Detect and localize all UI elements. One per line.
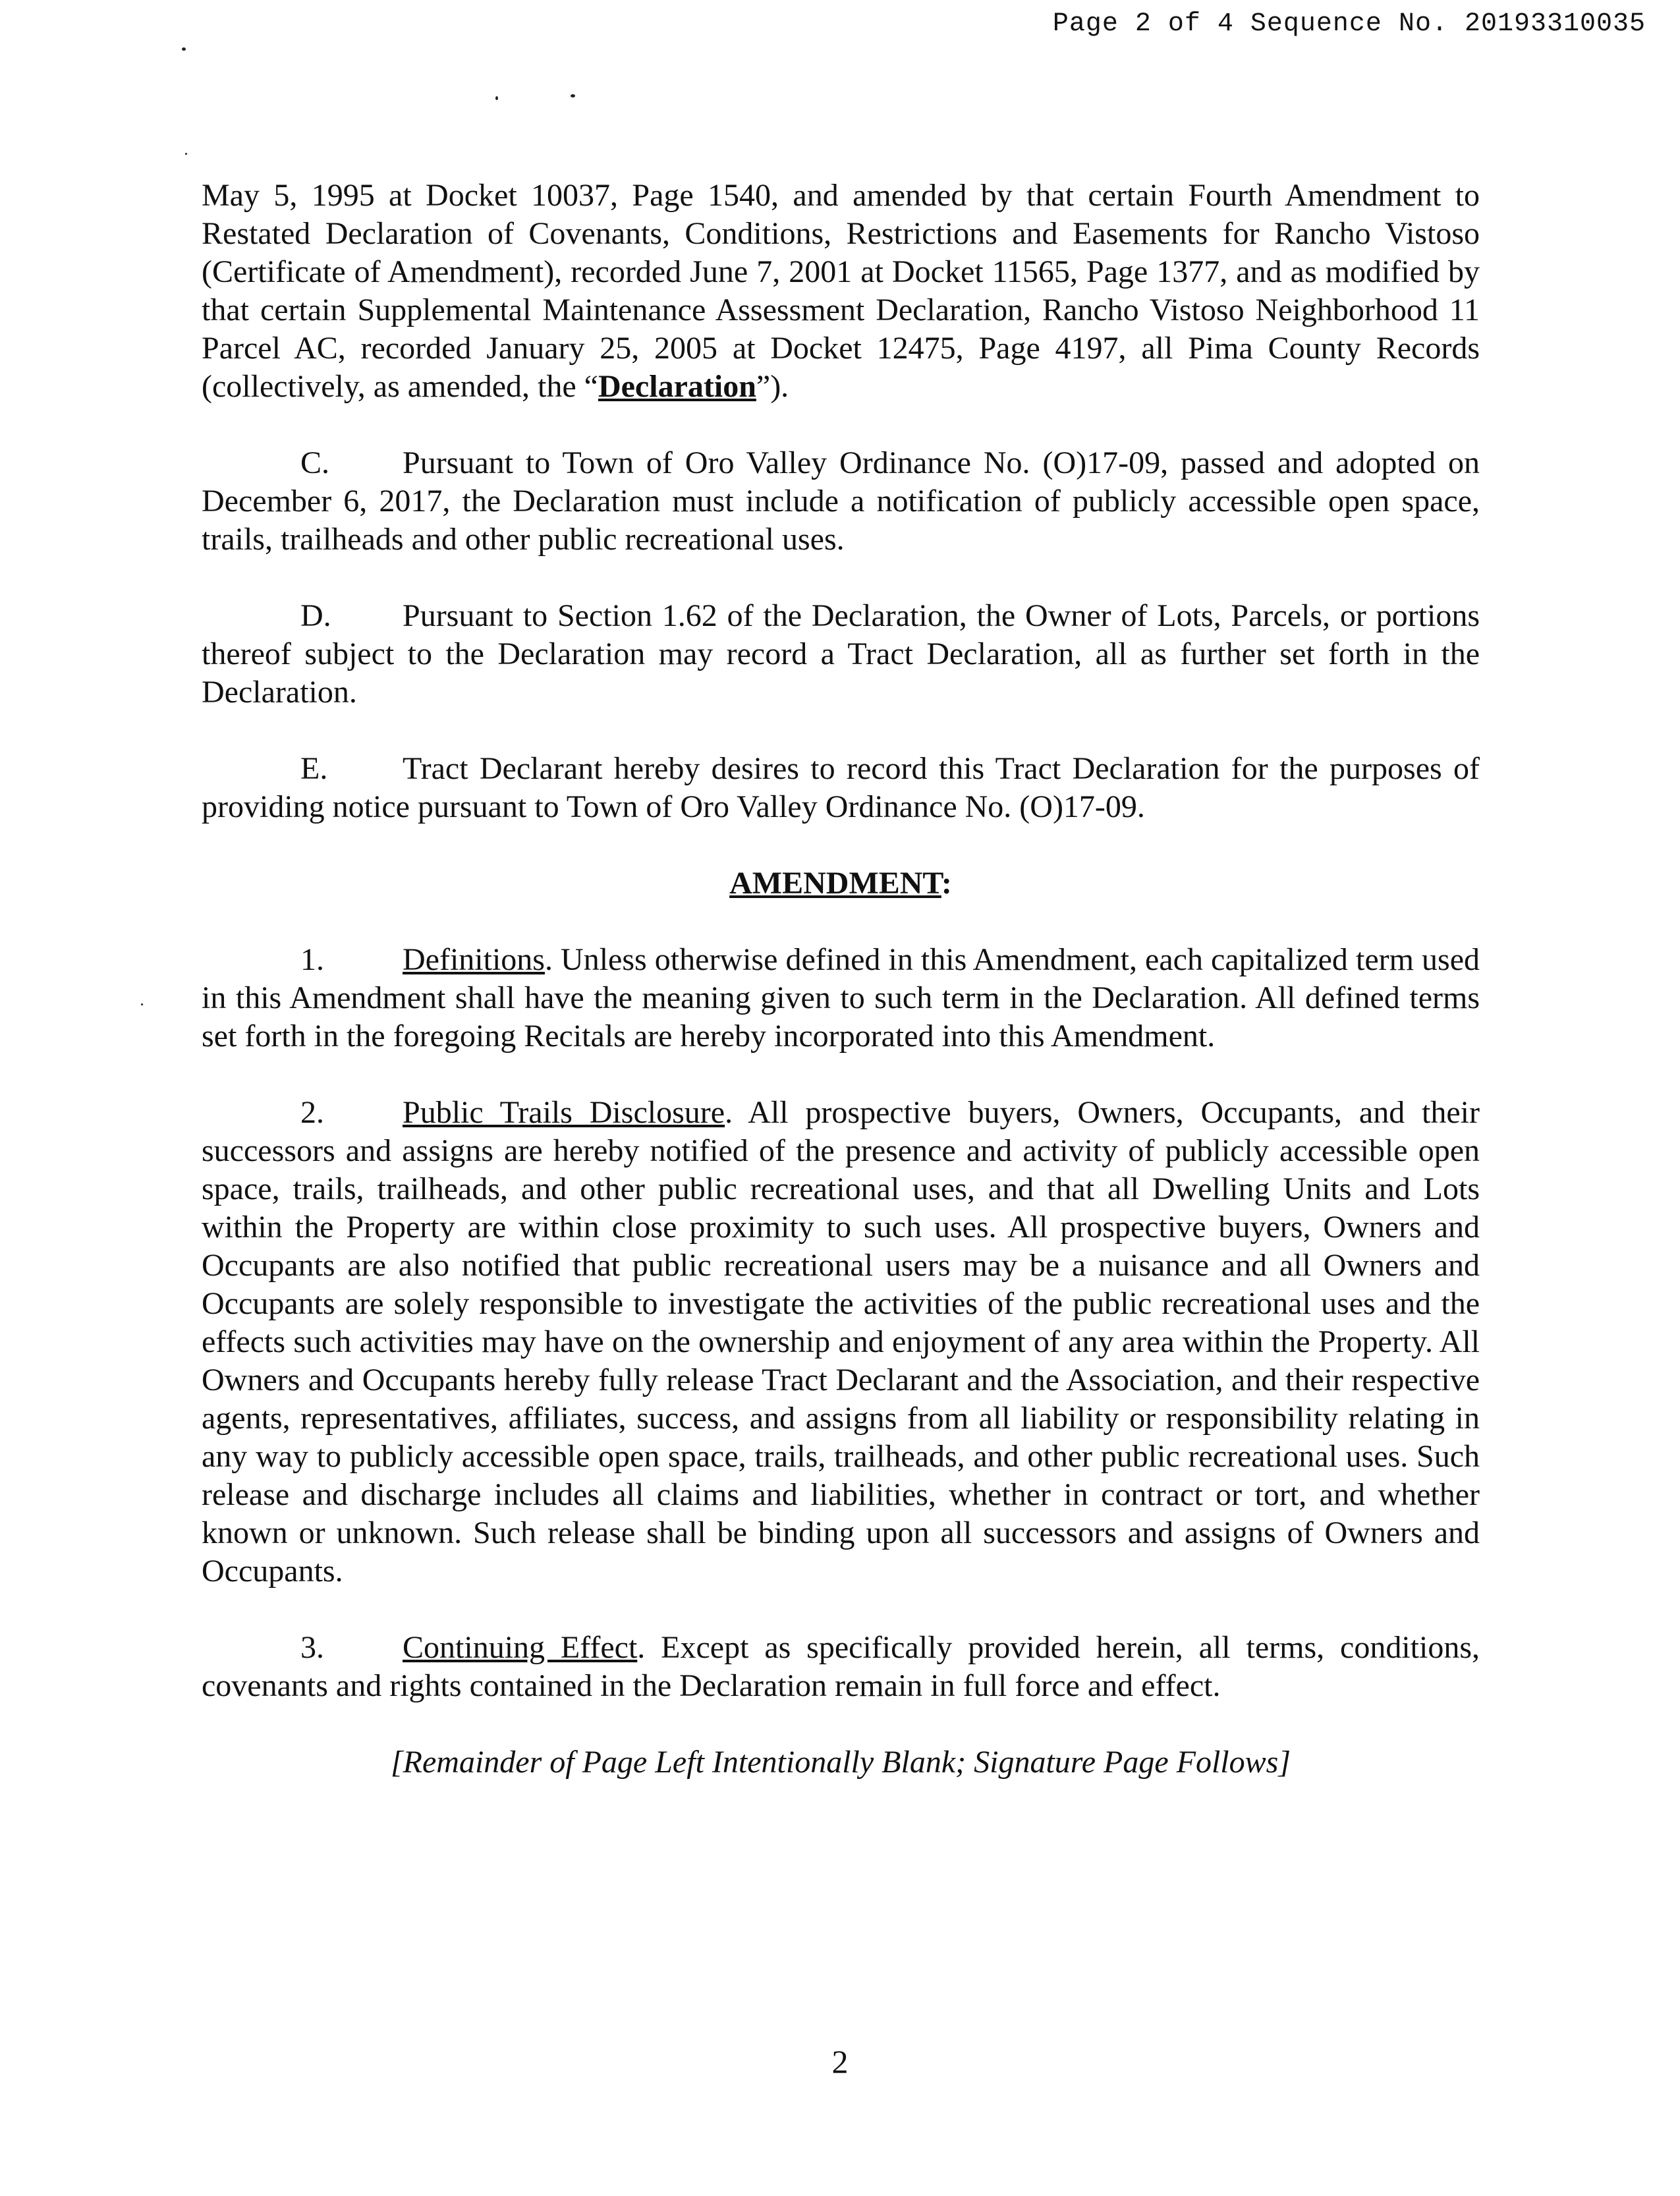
amendment-heading-colon: : <box>941 866 952 901</box>
section-public-trails-disclosure <box>202 1094 1480 1591</box>
scan-speck <box>571 94 575 98</box>
recital-d <box>202 597 1480 712</box>
page-number: 2 <box>831 2043 849 2080</box>
section-title: Definitions <box>403 942 545 977</box>
recital-text: Pursuant to Town of Oro Valley Ordinance No. (O)17-09, passed and adopted on December 6, 2017, the Declaration must include a notification of publicly accessible open space, trails, trailheads and other public recreational uses. <box>202 445 1480 557</box>
section-definitions <box>202 941 1480 1056</box>
page-sequence-header: Page 2 of 4 Sequence No. 20193310035 <box>1052 9 1646 39</box>
section-text: . Except as specifically provided herein, all terms, conditions, covenants and rights contained in the Declaration remain in full force and effect. <box>202 1630 1480 1703</box>
section-text: . Unless otherwise defined in this Amendment, each capitalized term used in this Amendment shall have the meaning given to such term in the Declaration. All defined terms set forth in the foregoing Recitals are hereby incorporated into this Amendment. <box>202 942 1480 1054</box>
section-number: 1. <box>300 942 324 977</box>
recital-c <box>202 444 1480 559</box>
section-title: Public Trails Disclosure <box>403 1095 725 1130</box>
section-number: 3. <box>300 1630 324 1665</box>
recital-continuation-end: ”). <box>756 369 789 404</box>
section-continuing-effect <box>202 1629 1480 1705</box>
recital-text: Tract Declarant hereby desires to record this Tract Declaration for the purposes of providing notice pursuant to Town of Oro Valley Ordinance No. (O)17-09. <box>202 751 1480 824</box>
section-title: Continuing Effect <box>403 1630 638 1665</box>
declaration-defined-term: Declaration <box>598 369 756 404</box>
scan-speck <box>182 47 186 51</box>
recital-continuation-text: May 5, 1995 at Docket 10037, Page 1540, and amended by that certain Fourth Amendment to Restated Declaration of Covenants, Conditions, Restrictions and Easements for Rancho Vistoso (Certificate of Amendment), recorded June 7, 2001 at Docket 11565, Page 1377, and as modified by that certain Supplemental Maintenance Assessment Declaration, Rancho Vistoso Neighborhood 11 Parcel AC, recorded January 25, 2005 at Docket 12475, Page 4197, all Pima County Records (collectively, as amended, the “ <box>202 178 1480 404</box>
scan-speck <box>495 96 498 100</box>
amendment-heading-title: AMENDMENT <box>729 866 941 901</box>
recital-label: C. <box>300 445 330 480</box>
recital-continuation <box>202 177 1480 406</box>
document-body <box>202 177 1480 1820</box>
remainder-note: [Remainder of Page Left Intentionally Blank; Signature Page Follows] <box>390 1745 1291 1780</box>
recital-e <box>202 750 1480 826</box>
recital-text: Pursuant to Section 1.62 of the Declaration, the Owner of Lots, Parcels, or portions thereof subject to the Declaration may record a Tract Declaration, all as further set forth in the Declaration. <box>202 598 1480 710</box>
recital-label: E. <box>300 751 328 786</box>
scan-speck <box>141 1003 143 1005</box>
amendment-heading <box>202 864 1480 903</box>
section-text: . All prospective buyers, Owners, Occupants, and their successors and assigns are hereby notified of the presence and activity of publicly accessible open space, trails, trailheads, and other public recreational uses, and that all Dwelling Units and Lots within the Property are within close proximity to such uses. All prospective buyers, Owners and Occupants are also notified that public recreational users may be a nuisance and all Owners and Occupants are solely responsible to investigate the activities of the public recreational uses and the effects such activities may have on the ownership and enjoyment of any area within the Property. All Owners and Occupants hereby fully release Tract Declarant and the Association, and their respective agents, representatives, affiliates, success, and assigns from all liability or responsibility relating in any way to publicly accessible open space, trails, trailheads, and other public recreational uses. Such release and discharge includes all claims and liabilities, whether in contract or tort, and whether known or unknown. Such release shall be binding upon all successors and assigns of Owners and Occupants. <box>202 1095 1480 1589</box>
scan-speck <box>185 153 187 155</box>
section-number: 2. <box>300 1095 324 1130</box>
recital-label: D. <box>300 598 331 633</box>
